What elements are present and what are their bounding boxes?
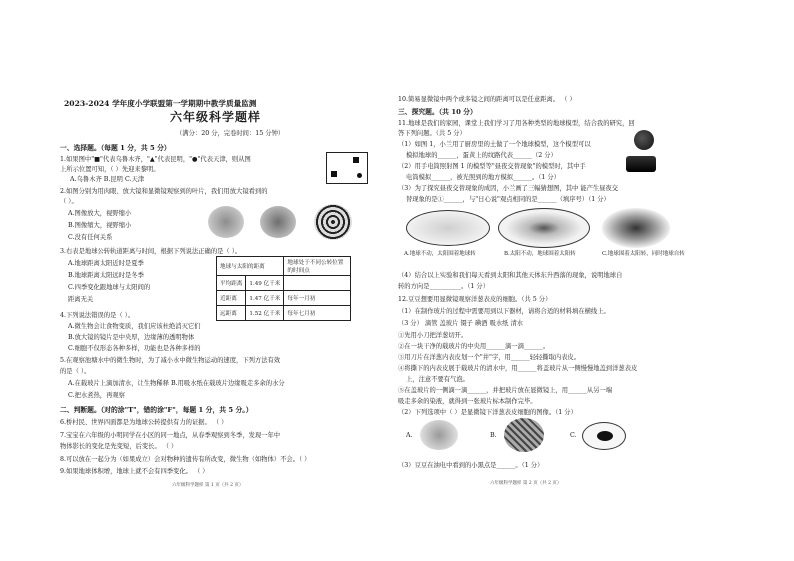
leaf-magnifier-image — [260, 206, 296, 238]
hypothesis-a-image — [406, 210, 490, 246]
exam-subtitle: （满分：20 分，完卷时间：15 分钟） — [176, 130, 285, 137]
q12-line: （2）下列选项中（ ）是显微镜下洋葱表皮细胞的图像。（1 分） — [398, 409, 577, 416]
q12-step: ④将撕下的内表皮展于载玻片的清水中，用______将盖玻片从一侧慢慢地盖到洋葱表皮 — [398, 365, 638, 372]
table-cell: 1.47 亿千米 — [246, 291, 284, 306]
cell-option-c-image — [582, 422, 626, 450]
section2-title: 二、判断题。（对的涂"T"，错的涂"F"，每题 1 分，共 5 分。） — [60, 406, 253, 414]
q4-line: 4.下列说法错误的是（ ）。 — [60, 312, 135, 319]
right-page — [398, 60, 738, 490]
table-cell: 近距离 — [217, 291, 246, 306]
judge-line: 8.可以放在一起分为（如果成立）会对物种的遗传有所改变，微生物（如物体）不会。（ ） — [60, 456, 311, 463]
q11-4-line: （4）结合以上实验和我们每天看到太阳和其他天体东升西落的现象，说明地球自 — [398, 272, 623, 279]
exam-subject-title: 六年级科学题样 — [170, 110, 262, 124]
circle-marker-icon — [357, 173, 362, 178]
q3-option-b: B.地球距离太阳远时是冬季 — [68, 272, 144, 279]
leaf-microscope-image — [314, 204, 352, 240]
q11-line: 电筒模拟______，被光照到的地方模拟______。（1 分） — [406, 174, 560, 181]
map-diagram — [326, 152, 368, 184]
judge-line: 6.桥村民、世界四面都是为地球公转提供有力的证据。 （ ） — [60, 419, 228, 426]
table-cell: 平均距离 — [217, 276, 246, 291]
q3-option-c-cont: 距离无关 — [68, 296, 94, 303]
left-page — [60, 60, 400, 490]
q12-step: 吸走多余的染液，就得到一张玻片标本制作完毕。 — [398, 398, 537, 405]
q1-line: 上所示位置可知，（ ）先迎来黎明。 — [60, 166, 160, 173]
table-cell: 远距离 — [217, 306, 246, 321]
page-footer: 六年级科学题样 第 1 页（共 2 页） — [172, 483, 244, 488]
earth-model-stand-image — [626, 156, 656, 172]
q2-option-a: A.图像放大，视野缩小 — [68, 210, 132, 217]
q5-option-c: C.把水煮热，再观察 — [68, 392, 125, 399]
cell-option-a-label: A. — [406, 432, 413, 439]
judge-line: 9.如果地球体积增，地球上就不会有四季变化。 （ ） — [60, 468, 209, 475]
q2-line: 2.如图分别为用肉眼、放大镜和显微镜观察到的叶片，我们用放大镜看到的 — [60, 188, 268, 195]
table-cell: 每年一月初 — [284, 291, 351, 306]
organism-icon — [597, 431, 613, 441]
q12-line: （1）在制作玻片的过程中需要用到以下器材，请将合适的材料填在横线上。 — [398, 308, 610, 315]
q10-line: 10.简易显微镜中两个或多镜之间的距离可以是任意距离。 （ ） — [398, 96, 576, 103]
table-cell — [284, 276, 351, 291]
q2-option-c: C.没有任何关系 — [68, 234, 113, 241]
table-header: 地球处于不同公转位置的时间点 — [284, 257, 351, 276]
q12-step: ②在一块干净的载玻片的中央用______滴一滴______。 — [398, 343, 550, 350]
q11-line: 11.地球是我们的家园，课堂上我们学习了用各种类型的地球模型，结合我的研究，回 — [398, 120, 635, 127]
q4-option-b: B.放大镜的镜片是中央厚，边缘薄的透明物体 — [68, 334, 195, 341]
table-header: 地球与太阳的距离 — [217, 257, 284, 276]
q5-line: 的是（ ）。 — [60, 368, 91, 375]
leaf-naked-eye-image — [208, 206, 244, 238]
q4-option-c: C.细胞不仅形态各种多样，功能也是各种多样的 — [68, 345, 201, 352]
square-marker-icon — [353, 157, 359, 163]
q11-line: （3）为了探究昼夜交替现象的成因，小兰画了三幅猜想图，其中 能产生昼夜交 — [398, 185, 619, 192]
q11-line: 答下列问题。（共 5 分） — [398, 130, 466, 137]
q11-line: （2）用手电筒照射图 1 的模型等"昼夜交替现象"的模型时，其中手 — [398, 163, 586, 170]
table-cell: 每年七月初 — [284, 306, 351, 321]
q1-line: 1.如果图中"■"代表乌鲁木齐，"▲"代表昆明，"●"代表天津，则从图 — [60, 156, 251, 163]
q1-options: A.乌鲁木齐 B.昆明 C.天津 — [70, 176, 145, 183]
exam-title: 2023-2024 学年度小学联盟第一学期期中教学质量监测 — [64, 99, 257, 108]
table-cell: 1.52 亿千米 — [246, 306, 284, 321]
q2-option-b: B.图像缩大，视野缩小 — [68, 222, 132, 229]
q12-line: 12.豆豆想要用显微镜观察洋葱表皮的细胞。（共 5 分） — [398, 296, 552, 303]
section1-title: 一、选择题。（每题 1 分，共 5 分） — [60, 144, 171, 152]
hypothesis-c-image — [602, 208, 670, 248]
q12-step: 上，注意不要有气泡。 — [406, 376, 469, 383]
section3-title: 三、探究题。（共 10 分） — [398, 108, 477, 116]
q4-option-a: A.微生物会让食物变质，我们应该杜绝消灭它们 — [68, 323, 201, 330]
q3-option-a: A.地球距离太阳近时是夏季 — [68, 260, 144, 267]
cell-option-b-label: B. — [490, 432, 497, 439]
cell-option-a-image — [420, 420, 458, 450]
q5-options: A.在载玻片上滴加清水，让生物稀释 B.用吸水纸在载玻片边缘吸走多余的水分 — [68, 380, 285, 387]
q12-step: ③用刀片在洋葱内表皮划一个"井"字，用______轻轻撕取内表皮。 — [398, 354, 581, 361]
q12-step: ①先用小刀把洋葱切开。 — [398, 332, 468, 339]
q11-line: （1）如图 1，小兰用了厨房里的土做了一个地球模型，这个模型可以 — [398, 141, 591, 148]
judge-line: 7.宝宝在六年级的小明同学在小区的同一地点，从春季观察到冬季，发现一年中 — [60, 432, 281, 439]
q11-4-line: 转的方向是__________。（1 分） — [398, 283, 490, 290]
earth-model-image — [634, 130, 654, 150]
page-footer: 六年级科学题样 第 2 页（共 2 页） — [490, 481, 562, 486]
table-cell: 1.49 亿千米 — [246, 276, 284, 291]
triangle-marker-icon — [331, 171, 337, 177]
cell-option-b-image — [504, 418, 544, 452]
q5-line: 5.在观察池塘水中的微生物时，为了减小水中微生物运动的速度，下列方法有效 — [60, 357, 281, 364]
q2-line: （ ）。 — [60, 198, 78, 205]
cell-option-c-label: C. — [570, 432, 577, 439]
q11-line: 模拟地球的______，蛋黄上的纹路代表______（2 分） — [406, 152, 557, 159]
q11-line: 替现象的是①______，与"日心说"观点相同的是______（填序号）（1 分） — [406, 196, 610, 203]
figure-caption-b: B.太阳不动，地球围着太阳转 — [504, 251, 576, 257]
hypothesis-b-image — [498, 208, 590, 248]
q12-materials-line: （3 分） 滴管 盖玻片 镊子 碘酒 吸水纸 清水 — [398, 320, 524, 327]
q3-line: 3.右表是地球公转轨道距离与时间，根据下列说法正确的是（ ）。 — [60, 248, 242, 255]
q12-3-line: （3）豆豆在油电中看到的小黑点是______。（1 分） — [398, 462, 544, 469]
figure-caption-c: C.地球围着太阳转，同时地球自转 — [602, 251, 685, 257]
figure-caption-a: A.地球不动，太阳围着地球转 — [404, 251, 476, 257]
judge-line: 物体影长的变化是先变短，后变长。 （ ） — [60, 443, 178, 450]
orbit-data-table — [216, 256, 351, 321]
q3-option-c: C.四季变化跟地球与太阳间的 — [68, 284, 151, 291]
q12-step: ⑤在盖玻片的一侧滴一滴______，并把玻片放在显微镜上，用______从另一端 — [398, 387, 613, 394]
